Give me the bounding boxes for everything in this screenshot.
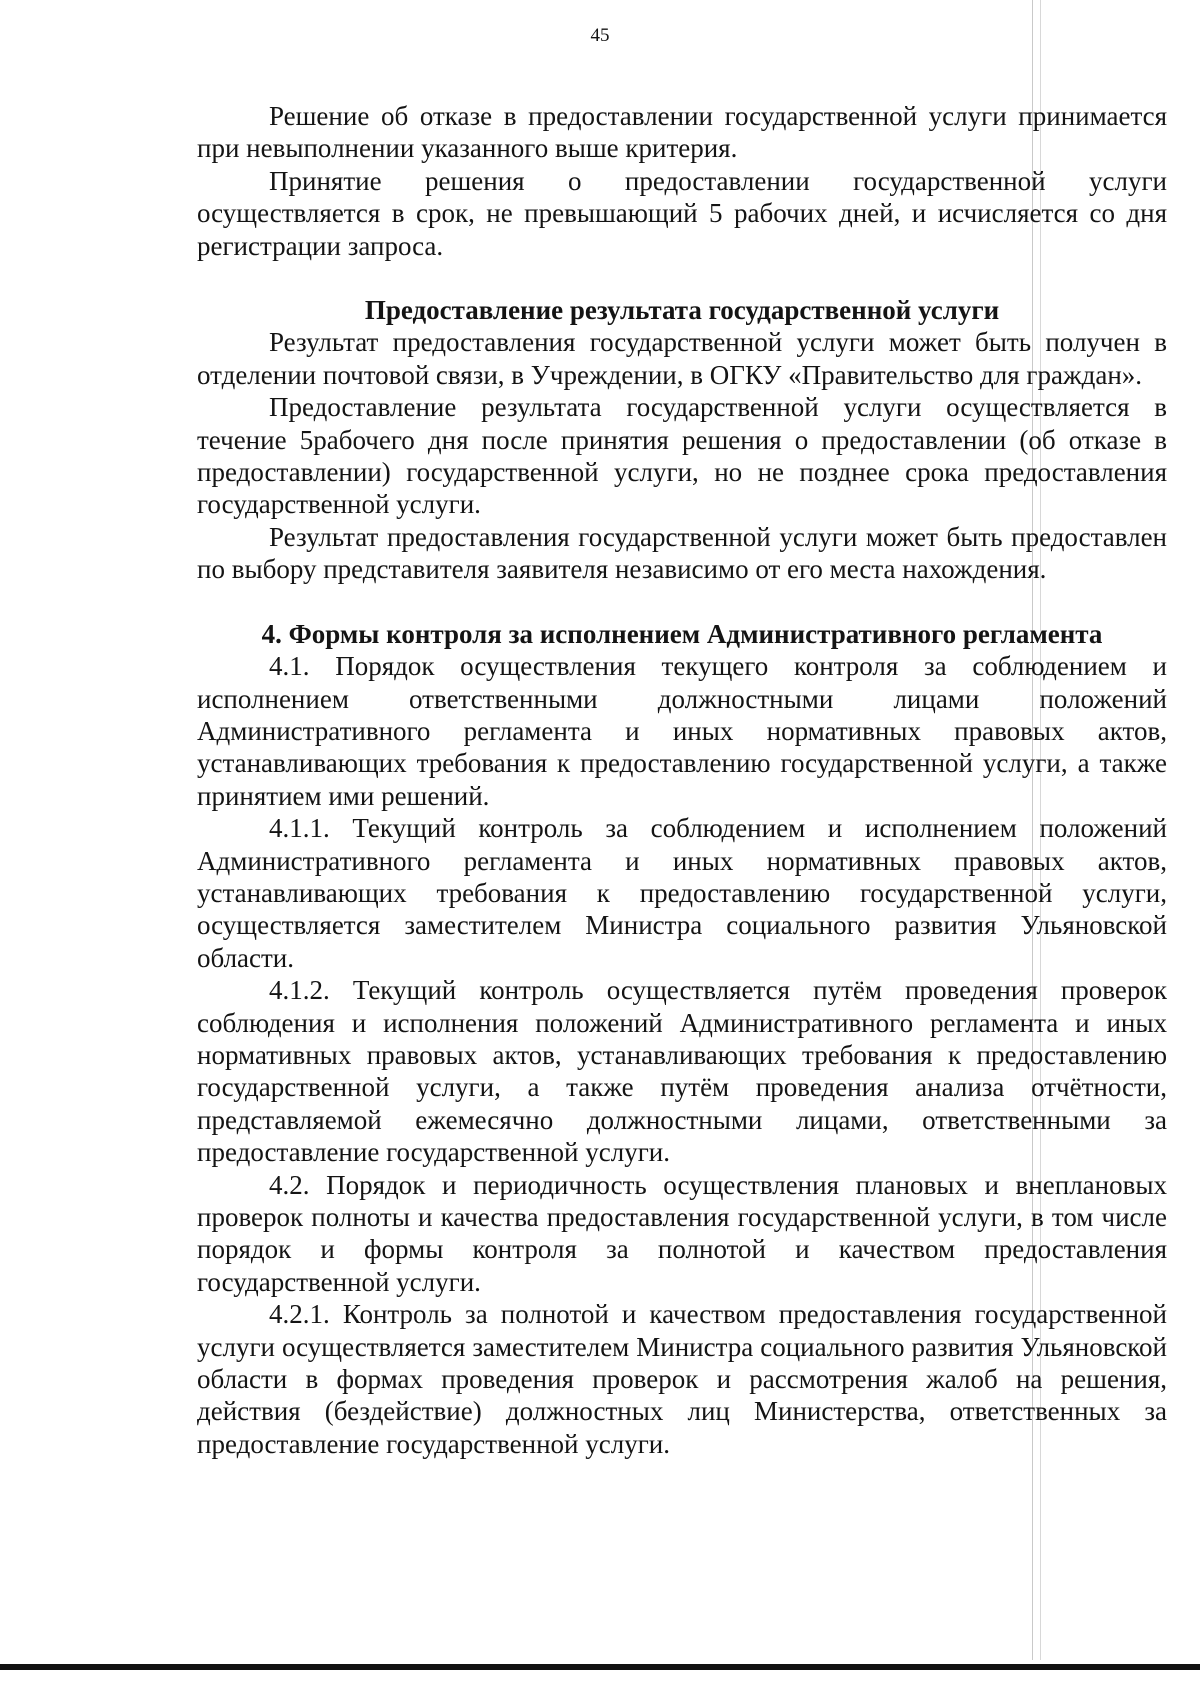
section-heading: 4. Формы контроля за исполнением Административного регламента (261, 618, 1103, 649)
paragraph: Результат предоставления государственной услуги может быть предоставлен по выбору представителя заявителя независимо от его места нахождения. (197, 521, 1167, 585)
paragraph: Принятие решения о предоставлении государственной услуги осуществляется в срок, не превышающий 5 рабочих дней, и исчисляется со дня регистрации запроса. (197, 165, 1167, 261)
paragraph: Решение об отказе в предоставлении государственной услуги принимается при невыполнении указанного выше критерия. (197, 101, 1167, 164)
section-heading: Предоставление результата государственной услуги (364, 295, 1000, 326)
paragraph: 4.1.1. Текущий контроль за соблюдением и исполнением положений Административного регламента и иных нормативных правовых актов, устанавливающих требования к предоставлению государственной услуги, осуществляется заместителем Министра социального развития Ульяновской области. (197, 813, 1167, 973)
paragraph: 4.2.1. Контроль за полнотой и качеством предоставления государственной услуги осуществляется заместителем Министра социального развития Ульяновской области в формах проведения проверок и рассмотрения жалоб на решения, действия (бездействие) должностных лиц Министерства, ответственных за предоставление государственной услуги. (197, 1299, 1167, 1459)
paragraph: 4.2. Порядок и периодичность осуществления плановых и внеплановых проверок полноты и качества предоставления государственной услуги, в том числе порядок и формы контроля за полнотой и качеством предоставления государственной услуги. (197, 1169, 1167, 1297)
bottom-border (0, 1664, 1200, 1670)
paragraph: Результат предоставления государственной услуги может быть получен в отделении почтовой связи, в Учреждении, в ОГКУ «Правительство для граждан». (197, 327, 1167, 390)
page-number: 45 (590, 25, 610, 46)
paragraph: Предоставление результата государственной услуги осуществляется в течение 5рабочего дня после принятия решения о предоставлении (об отказе в предоставлении) государственной услуги, но не позднее срока предоставления государственной услуги. (197, 392, 1167, 520)
document-body (197, 100, 1167, 1460)
paragraph: 4.1.2. Текущий контроль осуществляется путём проведения проверок соблюдения и исполнения положений Административного регламента и иных нормативных правовых актов, устанавливающих требования к предоставлению государственной услуги, а также путём проведения анализа отчётности, представляемой ежемесячно должностными лицами, ответственными за предоставление государственной услуги. (197, 975, 1167, 1168)
paragraph: 4.1. Порядок осуществления текущего контроля за соблюдением и исполнением ответственными должностными лицами положений Административного регламента и иных нормативных правовых актов, устанавливающих требования к предоставлению государственной услуги, а также принятием ими решений. (197, 651, 1167, 811)
